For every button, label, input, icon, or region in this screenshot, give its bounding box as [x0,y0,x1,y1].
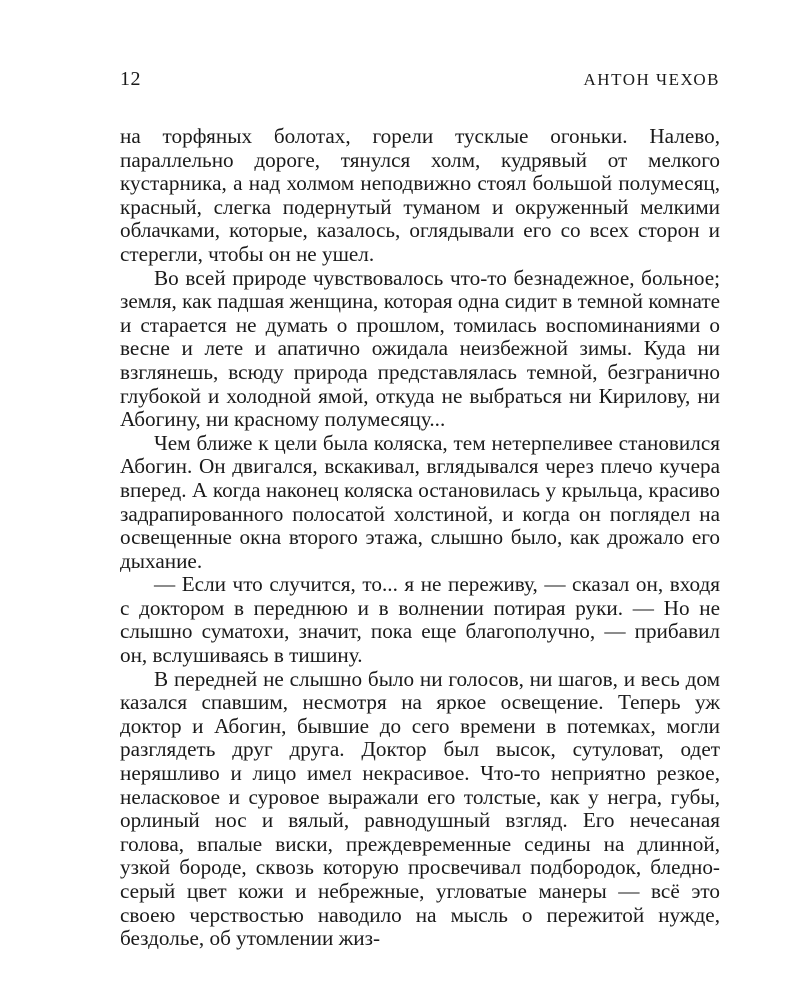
paragraph-5: В передней не слышно было ни голосов, ни шагов, и весь дом казался спавшим, несмотря на яркое освещение. Теперь уж доктор и Абогин, бывшие до сего времени в потемках, могли разглядеть друг друга. Доктор был высок, сутуловат, одет неряшливо и лицо имел некрасивое. Что-то неприятно резкое, нелаcковое и суровое выражали его толстые, как у негра, губы, орлиный нос и вялый, равнодушный взгляд. Его нечесаная голова, впалые виски, преждевременные седины на длинной, узкой бороде, сквозь которую просвечивал подбородок, бледно-серый цвет кожи и небрежные, угловатые манеры — всё это своею черствостью наводило на мысль о пережитой нужде, бездолье, об утомлении жиз- [120,666,720,951]
paragraph-3: Чем ближе к цели была коляска, тем нетерпеливее становился Абогин. Он двигался, вскакивал, вглядывался через плечо кучера вперед. А когда наконец коляска остановилась у крыльца, красиво задрапированного полосатой холстиной, и когда он поглядел на освещенные окна второго этажа, слышно было, как дрожало его дыхание. [120,430,720,573]
running-head-author: АНТОН ЧЕХОВ [583,70,720,89]
page-number: 12 [120,68,141,90]
book-page [120,68,720,968]
paragraph-2: Во всей природе чувствовалось что-то безнадежное, больное; земля, как падшая женщина, которая одна сидит в темной комнате и старается не думать о прошлом, томилась воспоминаниями о весне и лете и апатично ожидала неизбежной зимы. Куда ни взглянешь, всюду природа представлялась темной, безгранично глубокой и холодной ямой, откуда не выбраться ни Кирилову, ни Абогину, ни красному полумесяцу... [120,265,720,432]
paragraph-1: на торфяных болотах, горели тусклые огоньки. Налево, параллельно дороге, тянулся холм, кудрявый от мелкого кустарника, а над холмом неподвижно стоял большой полумесяц, красный, слегка подернутый туманом и окруженный мелкими облачками, которые, казалось, оглядывали его со всех сторон и стерегли, чтобы он не ушел. [120,124,720,266]
body-text [120,125,720,951]
running-header [120,68,720,108]
paragraph-4-dialogue: — Если что случится, то... я не переживу, — сказал он, входя с доктором в переднюю и в волнении потирая руки. — Но не слышно суматохи, значит, пока еще благополучно, — прибавил он, вслушиваясь в тишину. [120,572,720,668]
